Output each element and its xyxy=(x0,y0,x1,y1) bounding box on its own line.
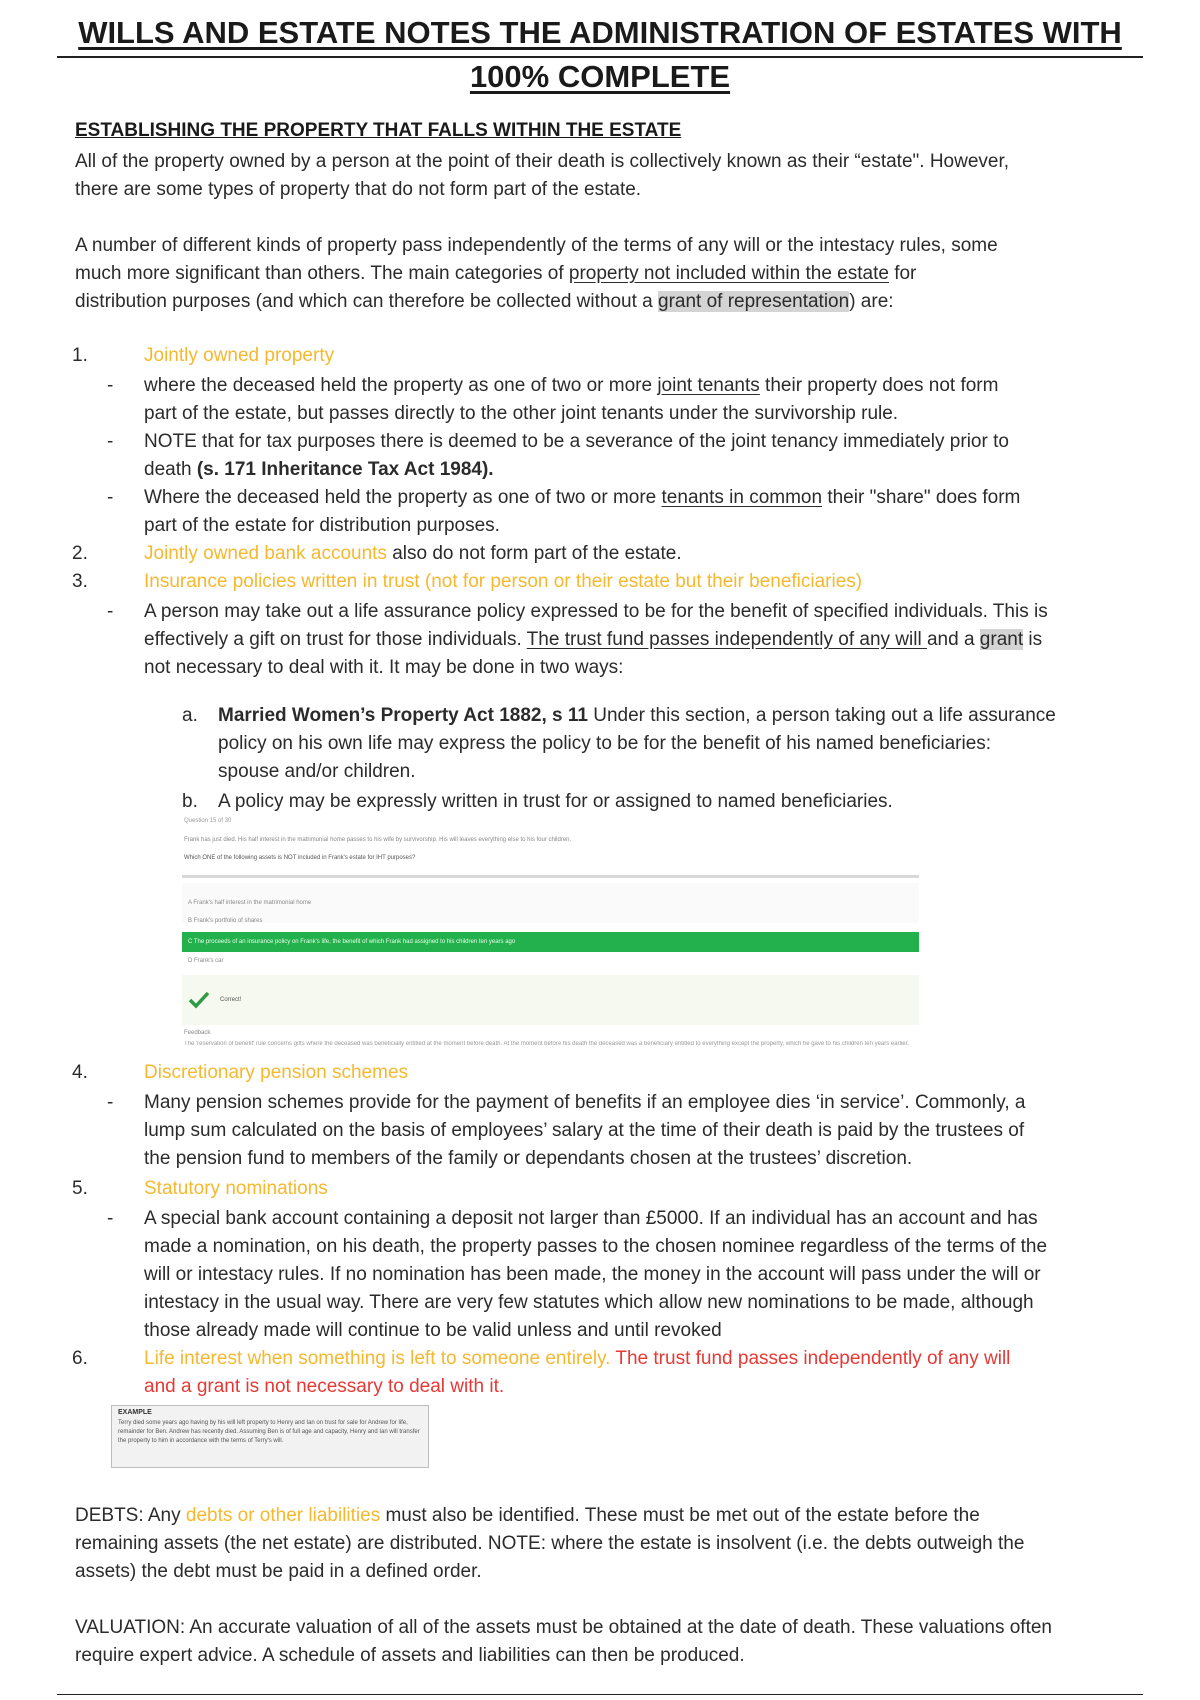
divider xyxy=(182,875,919,878)
property-not-included-link: property not included within the estate xyxy=(568,263,889,284)
intro-p2-line1: A number of different kinds of property pass independently of the terms of any will or the intestacy rules, some xyxy=(75,235,998,256)
quiz-header: Question 15 of 30 xyxy=(184,818,232,824)
item-4-number: 4. xyxy=(72,1062,88,1083)
item-1-bullet-2: NOTE that for tax purposes there is deemed to be a severance of the joint tenancy immediately prior to xyxy=(144,431,1009,452)
example-box xyxy=(111,1405,429,1468)
check-icon xyxy=(188,990,210,1010)
quiz-option-d[interactable]: D Frank's car xyxy=(188,958,224,964)
intro-p1-line1: All of the property owned by a person at the point of their death is collectively known as their “estate". However, xyxy=(75,151,1010,172)
section-heading: ESTABLISHING THE PROPERTY THAT FALLS WITHIN THE ESTATE xyxy=(75,120,682,141)
item-1-number: 1. xyxy=(72,345,88,366)
quiz-correct-label: Correct! xyxy=(220,997,242,1003)
item-2-number: 2. xyxy=(72,543,88,564)
example-label: EXAMPLE xyxy=(118,1409,152,1416)
item-3a-label: a. xyxy=(182,705,198,726)
document-title xyxy=(57,16,1143,94)
item-1-bullet-3-line2: part of the estate for distribution purposes. xyxy=(144,515,500,536)
valuation-line2: require expert advice. A schedule of assets and liabilities can then be produced. xyxy=(75,1645,745,1666)
item-6-line2: and a grant is not necessary to deal with it. xyxy=(144,1376,505,1397)
quiz-feedback-text: The 'reservation of benefit' rule concerns gifts where the deceased was beneficially entitled at the moment before death. At the moment before his death the deceased was a beneficiary entitled to everything except the property, which he gave to his children ten years earlier. xyxy=(184,1041,909,1047)
item-1-bullet-2-line2: death (s. 171 Inheritance Tax Act 1984). xyxy=(144,459,494,480)
quiz-option-c: C The proceeds of an insurance policy on Frank's life, the benefit of which Frank had assigned to his children ten years ago xyxy=(188,939,516,945)
grant-of-representation-highlight: grant of representation xyxy=(658,291,850,312)
debts-line1: DEBTS: Any debts or other liabilities must also be identified. These must be met out of the estate before the xyxy=(75,1505,980,1526)
intro-p1-line2: there are some types of property that do not form part of the estate. xyxy=(75,179,642,200)
debts-line2: remaining assets (the net estate) are distributed. NOTE: where the estate is insolvent (i.e. the debts outweigh the xyxy=(75,1533,1025,1554)
debts-line3: assets) the debt must be paid in a defined order. xyxy=(75,1561,482,1582)
title-line-1: WILLS AND ESTATE NOTES THE ADMINISTRATION OF ESTATES WITH xyxy=(78,15,1122,50)
title-rule xyxy=(57,56,1143,58)
bullet-dash: - xyxy=(107,1208,114,1229)
item-5-line4: intestacy in the usual way. There are very few statutes which allow new nominations to be made, although xyxy=(144,1292,1034,1313)
quiz-feedback-label: Feedback xyxy=(184,1030,211,1036)
item-3b-text: A policy may be expressly written in trust for or assigned to named beneficiaries. xyxy=(218,791,893,812)
bullet-dash: - xyxy=(107,487,114,508)
item-5-line5: those already made will continue to be valid unless and until revoked xyxy=(144,1320,722,1341)
item-5-line3: will or intestacy rules. If no nomination has been made, the money in the account will pass under the will or xyxy=(144,1264,1041,1285)
item-3a-line3: spouse and/or children. xyxy=(218,761,416,782)
item-1-bullet-3: Where the deceased held the property as one of two or more tenants in common their "share" does form xyxy=(144,487,1021,508)
item-6-line1: Life interest when something is left to someone entirely. The trust fund passes independently of any will xyxy=(144,1348,1011,1369)
quiz-question-line2: Which ONE of the following assets is NOT included in Frank's estate for IHT purposes? xyxy=(184,855,416,861)
quiz-option-a[interactable]: A Frank's half interest in the matrimonial home xyxy=(188,900,312,906)
item-6-number: 6. xyxy=(72,1348,88,1369)
item-4-line2: lump sum calculated on the basis of employees’ salary at the time of their death is paid by the trustees of xyxy=(144,1120,1025,1141)
item-5-line2: made a nomination, on his death, the property passes to the chosen nominee regardless of the terms of the xyxy=(144,1236,1048,1257)
valuation-line1: VALUATION: An accurate valuation of all of the assets must be obtained at the date of death. These valuations often xyxy=(75,1617,1052,1638)
embedded-quiz-screenshot xyxy=(182,815,919,1051)
quiz-question-line1: Frank has just died. His half interest in the matrimonial home passes to his wife by survivorship. His will leaves everything else to his four children. xyxy=(184,837,572,843)
item-5-line1: A special bank account containing a deposit not larger than £5000. If an individual has an account and has xyxy=(144,1208,1038,1229)
result-band xyxy=(182,975,919,1025)
bullet-dash: - xyxy=(107,601,114,622)
intro-p2-line3: distribution purposes (and which can therefore be collected without a grant of representation) are: xyxy=(75,291,894,312)
item-3-bullet-line2: effectively a gift on trust for those individuals. The trust fund passes independently of any will and a grant is xyxy=(144,629,1043,650)
quiz-option-c-selected[interactable] xyxy=(182,932,919,952)
item-5-heading: Statutory nominations xyxy=(144,1178,328,1199)
item-5-number: 5. xyxy=(72,1178,88,1199)
item-4-line3: the pension fund to members of the family or dependants chosen at the trustees’ discretion. xyxy=(144,1148,913,1169)
bullet-dash: - xyxy=(107,375,114,396)
item-3-bullet-line3: not necessary to deal with it. It may be done in two ways: xyxy=(144,657,624,678)
bottom-rule xyxy=(57,1694,1143,1695)
item-4-heading: Discretionary pension schemes xyxy=(144,1062,409,1083)
bullet-dash: - xyxy=(107,1092,114,1113)
item-2-text: Jointly owned bank accounts also do not form part of the estate. xyxy=(144,543,682,564)
item-1-heading: Jointly owned property xyxy=(144,345,335,366)
quiz-option-b[interactable]: B Frank's portfolio of shares xyxy=(188,918,263,924)
title-line-2: 100% COMPLETE xyxy=(469,59,731,94)
item-4-line1: Many pension schemes provide for the payment of benefits if an employee dies ‘in service’. Commonly, a xyxy=(144,1092,1026,1113)
item-3b-label: b. xyxy=(182,791,198,812)
intro-p2-line2: much more significant than others. The main categories of property not included within the estate for xyxy=(75,263,917,284)
item-3a-line1: Married Women’s Property Act 1882, s 11 Under this section, a person taking out a life assurance xyxy=(218,705,1056,726)
item-3a-line2: policy on his own life may express the policy to be for the benefit of his named beneficiaries: xyxy=(218,733,992,754)
bullet-dash: - xyxy=(107,431,114,452)
item-1-bullet-1: where the deceased held the property as one of two or more joint tenants their property does not form xyxy=(144,375,999,396)
item-3-number: 3. xyxy=(72,571,88,592)
item-3-bullet-line1: A person may take out a life assurance policy expressed to be for the benefit of specified individuals. This is xyxy=(144,601,1048,622)
item-3-heading: Insurance policies written in trust (not for person or their estate but their beneficiaries) xyxy=(144,571,863,592)
item-1-bullet-1-line2: part of the estate, but passes directly to the other joint tenants under the survivorship rule. xyxy=(144,403,899,424)
example-text: Terry died some years ago having by his will left property to Henry and Ian on trust for sale for Andrew for life, remainder for Ben. Andrew has recently died. Assuming Ben is of full age and capacity, Henry and Ian will transfer the property to him in accordance with the terms of Terry's will. xyxy=(118,1420,420,1444)
